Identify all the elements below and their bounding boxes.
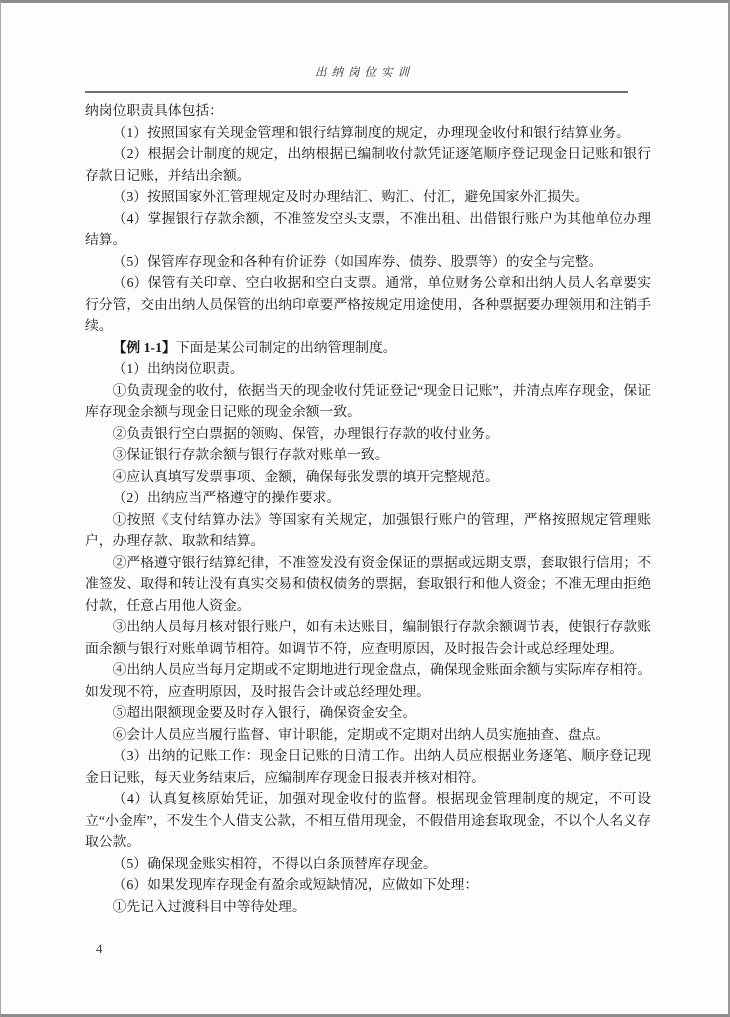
page-body-text bbox=[85, 100, 651, 917]
paragraph-text: （4）认真复核原始凭证，加强对现金收付的监督。根据现金管理制度的规定，不可设立“小金库”，不发生个人借支公款，不相互借用现金，不假借用途套取现金，不以个人名义存取公款。 bbox=[85, 791, 651, 849]
header-rule-line bbox=[85, 91, 628, 93]
paragraph-text: ⑤超出限额现金要及时存入银行，确保资金安全。 bbox=[112, 705, 417, 720]
paragraph bbox=[85, 100, 651, 122]
paragraph-text: ①先记入过渡科目中等待处理。 bbox=[112, 898, 306, 914]
paragraph-text: （5）确保现金账实相符，不得以白条顶替库存现金。 bbox=[112, 855, 437, 871]
paragraph-text: ③出纳人员每月核对银行账户，如有未达账目，编制银行存款余额调节表，使银行存款账面余额与银行对账单调节相符。如调节不符，应查明原因，及时报告会计或总经理处理。 bbox=[85, 619, 651, 656]
paragraph bbox=[85, 702, 651, 724]
paragraph bbox=[85, 251, 651, 273]
paragraph bbox=[85, 423, 651, 445]
paragraph-text: （1）按照国家有关现金管理和银行结算制度的规定，办理现金收付和银行结算业务。 bbox=[112, 124, 630, 140]
paragraph bbox=[85, 272, 651, 337]
paragraph bbox=[85, 380, 651, 423]
paragraph bbox=[85, 509, 651, 552]
paragraph bbox=[85, 358, 651, 380]
paragraph-text: （6）保管有关印章、空白收据和空白支票。通常，单位财务公章和出纳人员人名章要实行分管，交由出纳人员保管的出纳印章要严格按规定用途使用，各种票据要办理领用和注销手续。 bbox=[85, 275, 651, 333]
paragraph-text: ②严格遵守银行结算纪律，不准签发没有资金保证的票据或远期支票，套取银行信用；不准签发、取得和转让没有真实交易和债权债务的票据，套取银行和他人资金；不准无理由拒绝付款，任意占用他人资金。 bbox=[85, 554, 651, 613]
paragraph bbox=[85, 616, 651, 659]
paragraph bbox=[85, 444, 651, 466]
paragraph-text: ①按照《支付结算办法》等国家有关规定，加强银行账户的管理，严格按照规定管理账户，办理存款、取款和结算。 bbox=[85, 511, 651, 548]
paragraph bbox=[85, 659, 651, 702]
paragraph bbox=[85, 122, 651, 144]
paragraph-text: ②负责银行空白票据的领购、保管，办理银行存款的收付业务。 bbox=[112, 425, 499, 441]
paragraph-text: ⑥会计人员应当履行监督、审计职能，定期或不定期对出纳人员实施抽查、盘点。 bbox=[112, 726, 610, 742]
paragraph-text: （2）出纳应当严格遵守的操作要求。 bbox=[112, 490, 341, 505]
paragraph-text: ③保证银行存款余额与银行存款对账单一致。 bbox=[112, 447, 389, 462]
paragraph bbox=[85, 143, 651, 186]
paragraph-text: ④出纳人员应当每月定期或不定期地进行现金盘点，确保现金账面余额与实际库存相符。如发现不符，应查明原因，及时报告会计或总经理处理。 bbox=[85, 662, 651, 699]
paragraph bbox=[85, 788, 651, 853]
paragraph bbox=[85, 487, 651, 509]
paragraph-text: ④应认真填写发票事项、金额，确保每张发票的填开完整规范。 bbox=[112, 468, 499, 484]
paragraph bbox=[85, 896, 651, 918]
paragraph bbox=[85, 745, 651, 788]
running-header-title: 出纳岗位实训 bbox=[315, 67, 414, 79]
paragraph-text: （6）如果发现库存现金有盈余或短缺情况，应做如下处理： bbox=[112, 877, 479, 892]
paragraph-text: 纳岗位职责具体包括： bbox=[85, 103, 223, 118]
paragraph-text: ①负责现金的收付，依据当天的现金收付凭证登记“现金日记账”，并清点库存现金，保证库存现金余额与现金日记账的现金余额一致。 bbox=[85, 382, 651, 419]
paragraph bbox=[85, 853, 651, 875]
paragraph bbox=[85, 724, 651, 746]
paragraph-text: （4）掌握银行存款余额，不准签发空头支票，不准出租、出借银行账户为其他单位办理结算。 bbox=[85, 210, 651, 247]
paragraph-text: 下面是某公司制定的出纳管理制度。 bbox=[175, 339, 397, 355]
paragraph-text: （2）根据会计制度的规定，出纳根据已编制收付款凭证逐笔顺序登记现金日记账和银行存款日记账，并结出余额。 bbox=[85, 146, 651, 183]
example-label: 【例 1-1】 bbox=[112, 339, 176, 355]
paragraph bbox=[85, 208, 651, 251]
paragraph bbox=[85, 186, 651, 208]
page-number: 4 bbox=[96, 941, 103, 956]
paragraph bbox=[85, 466, 651, 488]
paragraph bbox=[85, 874, 651, 896]
paragraph-text: （5）保管库存现金和各种有价证券（如国库券、债券、股票等）的安全与完整。 bbox=[112, 253, 603, 269]
paragraph bbox=[85, 337, 651, 359]
paragraph-text: （3）出纳的记账工作：现金日记账的日清工作。出纳人员应根据业务逐笔、顺序登记现金日记账，每天业务结束后，应编制库存现金日报表并核对相符。 bbox=[85, 748, 651, 785]
paragraph-text: （3）按照国家外汇管理规定及时办理结汇、购汇、付汇，避免国家外汇损失。 bbox=[112, 189, 589, 204]
paragraph-text: （1）出纳岗位职责。 bbox=[112, 361, 244, 376]
paragraph bbox=[85, 552, 651, 617]
